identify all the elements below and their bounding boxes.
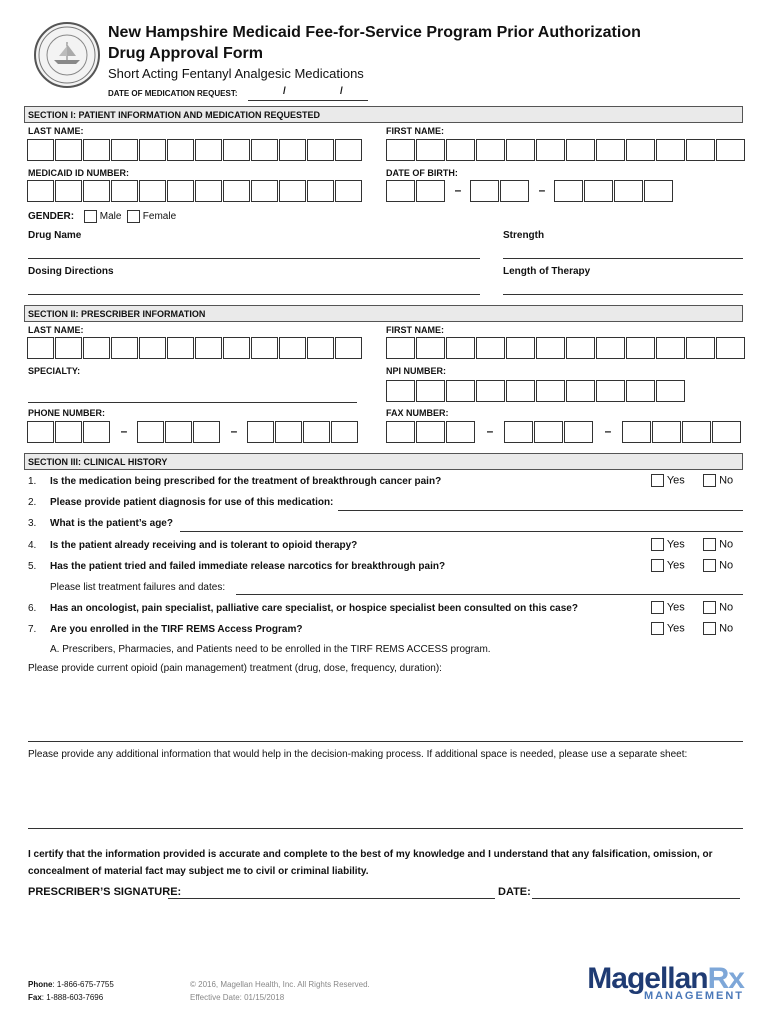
signature-date-line[interactable]	[532, 898, 740, 899]
q4-yes-checkbox[interactable]	[651, 538, 664, 551]
q6-no-option[interactable]	[703, 601, 733, 614]
question-4-number: 4.	[28, 540, 37, 551]
q1-yes-label: Yes	[666, 474, 685, 487]
length-label: Length of Therapy	[503, 266, 591, 277]
npi-label: NPI NUMBER:	[386, 366, 446, 376]
medicaid-id-boxes[interactable]	[27, 180, 363, 202]
date-request-label: DATE OF MEDICATION REQUEST:	[108, 89, 238, 98]
date-slash-1: /	[283, 86, 286, 97]
patient-first-name-label: FIRST NAME:	[386, 126, 444, 136]
prescriber-first-name-boxes[interactable]	[386, 337, 746, 359]
q6-no-checkbox[interactable]	[703, 601, 716, 614]
current-opioid-line[interactable]	[28, 741, 743, 742]
certify-line-2: concealment of material fact may subject me to civil or criminal liability.	[28, 866, 369, 877]
drug-name-label: Drug Name	[28, 230, 82, 241]
q7-yes-checkbox[interactable]	[651, 622, 664, 635]
specialty-label: SPECIALTY:	[28, 366, 81, 376]
q7-no-checkbox[interactable]	[703, 622, 716, 635]
treatment-failures-label: Please list treatment failures and dates:	[50, 582, 226, 593]
q4-yes-label: Yes	[666, 538, 685, 551]
question-7-text: Are you enrolled in the TIRF REMS Access Program?	[50, 624, 303, 635]
additional-info-line[interactable]	[28, 828, 743, 829]
question-5-text: Has the patient tried and failed immediate release narcotics for breakthrough pain?	[50, 561, 446, 572]
q5-yes-checkbox[interactable]	[651, 559, 664, 572]
tirf-note: A. Prescribers, Pharmacies, and Patients need to be enrolled in the TIRF REMS ACCESS program.	[50, 644, 491, 655]
length-line[interactable]	[503, 294, 743, 295]
q5-yes-label: Yes	[666, 559, 685, 572]
dob-label: DATE OF BIRTH:	[386, 168, 458, 178]
strength-label: Strength	[503, 230, 545, 241]
seal-icon	[36, 24, 98, 86]
q5-yes-option[interactable]	[651, 559, 685, 572]
state-seal	[34, 22, 100, 88]
question-1-number: 1.	[28, 476, 37, 487]
q5-no-option[interactable]	[703, 559, 733, 572]
question-2-text: Please provide patient diagnosis for use of this medication:	[50, 497, 334, 508]
fax-label: FAX NUMBER:	[386, 408, 449, 418]
diagnosis-line[interactable]	[338, 510, 743, 511]
patient-first-name-boxes[interactable]	[386, 139, 746, 161]
question-2-number: 2.	[28, 497, 37, 508]
footer-copyright: © 2016, Magellan Health, Inc. All Rights Reserved.	[190, 980, 370, 989]
prescriber-last-name-label: LAST NAME:	[28, 325, 84, 335]
gender-label: GENDER:	[28, 211, 75, 222]
strength-line[interactable]	[503, 258, 743, 259]
footer-phone-number: : 1-866-675-7755	[52, 980, 114, 989]
phone-boxes[interactable]: – –	[27, 421, 359, 443]
q7-no-option[interactable]	[703, 622, 733, 635]
question-4-text: Is the patient already receiving and is tolerant to opioid therapy?	[50, 540, 358, 551]
question-7-number: 7.	[28, 624, 37, 635]
age-line[interactable]	[180, 531, 743, 532]
signature-line[interactable]	[168, 898, 495, 899]
patient-last-name-boxes[interactable]	[27, 139, 363, 161]
footer-phone	[28, 980, 114, 989]
specialty-line[interactable]	[28, 402, 357, 403]
signature-date-label: DATE:	[498, 886, 531, 898]
q1-no-label: No	[719, 474, 734, 487]
question-3-number: 3.	[28, 518, 37, 529]
question-6-text: Has an oncologist, pain specialist, palliative care specialist, or hospice specialist been consulted on this case?	[50, 603, 578, 614]
q6-yes-label: Yes	[666, 601, 685, 614]
treatment-failures-line[interactable]	[236, 594, 743, 595]
q4-yes-option[interactable]	[651, 538, 685, 551]
fax-boxes[interactable]: – –	[386, 421, 742, 443]
patient-last-name-label: LAST NAME:	[28, 126, 84, 136]
q5-no-checkbox[interactable]	[703, 559, 716, 572]
footer-fax-number: : 1-888-603-7696	[41, 993, 104, 1002]
question-6-number: 6.	[28, 603, 37, 614]
drug-name-line[interactable]	[28, 258, 480, 259]
current-opioid-label: Please provide current opioid (pain management) treatment (drug, dose, frequency, duration):	[28, 663, 442, 674]
section-2-header: SECTION II: PRESCRIBER INFORMATION	[24, 305, 743, 322]
question-3-text: What is the patient’s age?	[50, 518, 173, 529]
female-label: Female	[142, 211, 177, 223]
medicaid-id-label: MEDICAID ID NUMBER:	[28, 168, 129, 178]
q7-yes-option[interactable]	[651, 622, 685, 635]
prescriber-first-name-label: FIRST NAME:	[386, 325, 444, 335]
date-slash-2: /	[340, 86, 343, 97]
q6-no-label: No	[719, 601, 734, 614]
form-title	[108, 22, 641, 64]
gender-female-option[interactable]	[127, 210, 176, 223]
phone-label: PHONE NUMBER:	[28, 408, 106, 418]
footer-phone-label: Phone	[28, 980, 53, 989]
q1-no-checkbox[interactable]	[703, 474, 716, 487]
q1-yes-checkbox[interactable]	[651, 474, 664, 487]
prescriber-last-name-boxes[interactable]	[27, 337, 363, 359]
question-5-number: 5.	[28, 561, 37, 572]
logo-rx-text: Rx	[707, 962, 744, 995]
additional-info-label: Please provide any additional information that would help in the decision-making process. If additional space is needed, please use a separate sheet:	[28, 749, 688, 760]
signature-label: PRESCRIBER’S SIGNATURE:	[28, 886, 182, 898]
q7-yes-label: Yes	[666, 622, 685, 635]
magellan-logo	[587, 962, 744, 1002]
date-request-line[interactable]	[248, 100, 368, 101]
logo-sub-text: MANAGEMENT	[643, 990, 744, 1002]
npi-boxes[interactable]	[386, 380, 686, 402]
q5-no-label: No	[719, 559, 734, 572]
logo-main-text: Magellan	[587, 962, 708, 995]
q7-no-label: No	[719, 622, 734, 635]
title-line-2: Drug Approval Form	[108, 45, 263, 62]
certify-line-1: I certify that the information provided is accurate and complete to the best of my knowledge and I understand that any falsification, omission, or	[28, 849, 713, 860]
dob-boxes[interactable]: – –	[386, 180, 674, 202]
section-3-header: SECTION III: CLINICAL HISTORY	[24, 453, 743, 470]
q4-no-label: No	[719, 538, 734, 551]
q6-yes-checkbox[interactable]	[651, 601, 664, 614]
gender-male-option[interactable]	[84, 210, 121, 223]
male-checkbox[interactable]	[84, 210, 97, 223]
q6-yes-option[interactable]	[651, 601, 685, 614]
question-1-text: Is the medication being prescribed for the treatment of breakthrough cancer pain?	[50, 476, 442, 487]
form-subtitle: Short Acting Fentanyl Analgesic Medications	[108, 66, 364, 81]
footer-fax-label: Fax	[28, 993, 42, 1002]
section-1-header: SECTION I: PATIENT INFORMATION AND MEDICATION REQUESTED	[24, 106, 743, 123]
male-label: Male	[99, 211, 122, 223]
title-line-1: New Hampshire Medicaid Fee-for-Service Program Prior Authorization	[108, 24, 641, 41]
footer-effective-date: Effective Date: 01/15/2018	[190, 993, 285, 1002]
dosing-label: Dosing Directions	[28, 266, 114, 277]
female-checkbox[interactable]	[127, 210, 140, 223]
q4-no-checkbox[interactable]	[703, 538, 716, 551]
q4-no-option[interactable]	[703, 538, 733, 551]
footer-fax	[28, 993, 103, 1002]
q1-yes-option[interactable]	[651, 474, 685, 487]
dosing-line[interactable]	[28, 294, 480, 295]
q1-no-option[interactable]	[703, 474, 733, 487]
